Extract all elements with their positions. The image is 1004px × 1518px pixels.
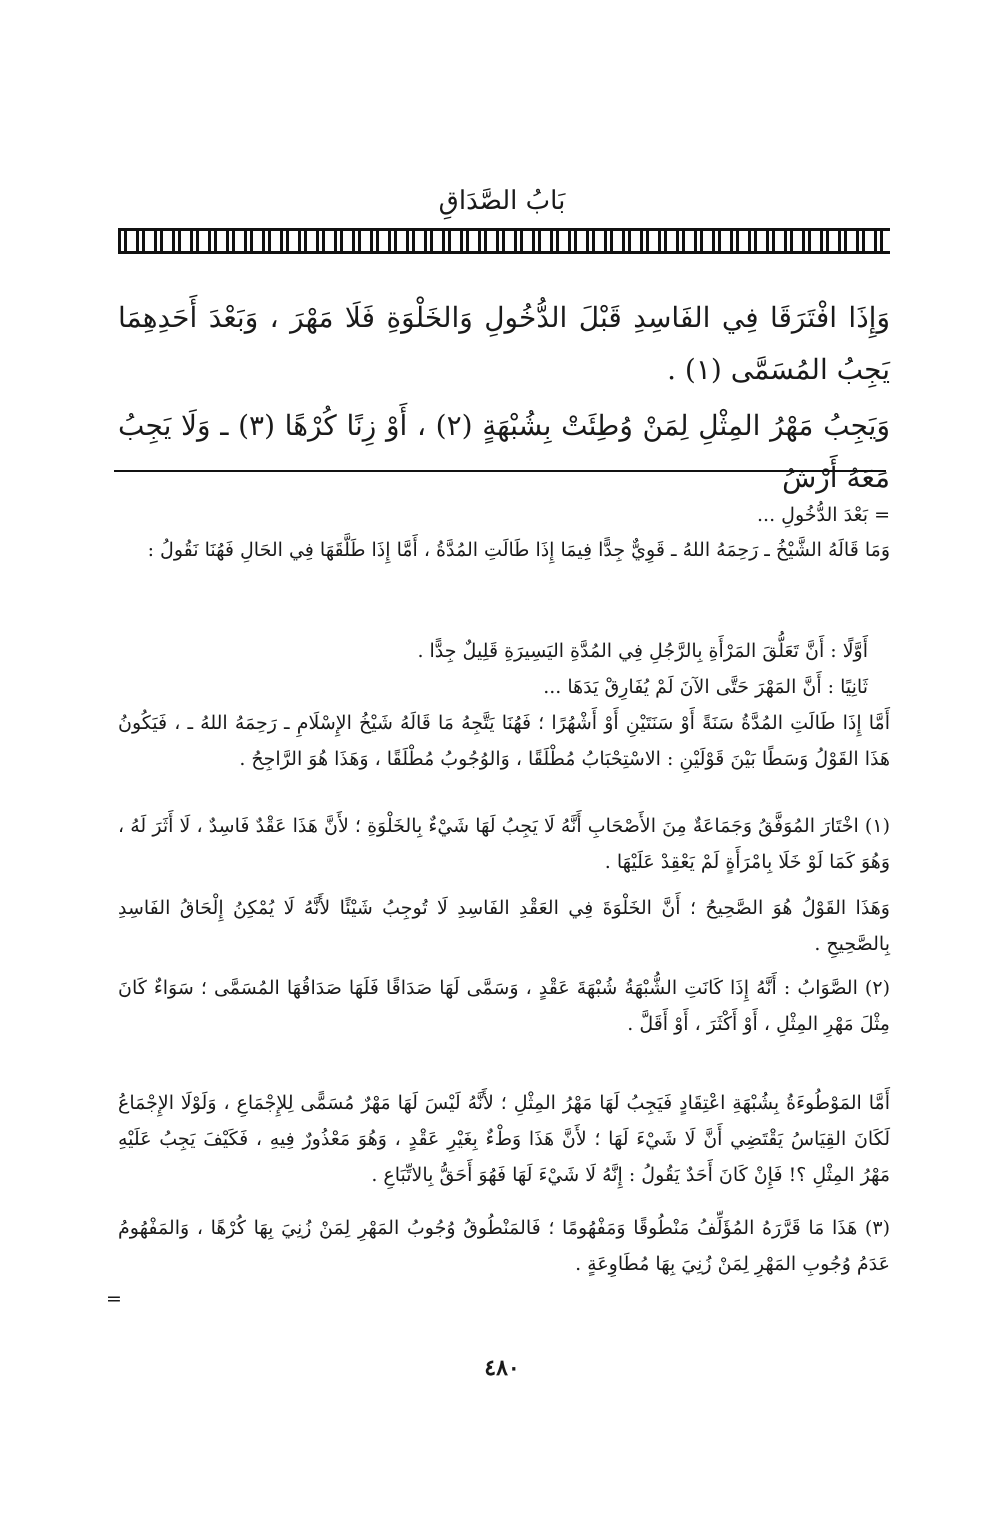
footnote-2: (٢) الصَّوَابُ : أَنَّهُ إِذَا كَانَتِ الشُّبْهَةُ شُبْهَةَ عَقْدٍ ، وَسَمَّى لَهَا صَدَاقًا فَلَهَا صَدَاقُهَا المُسَمَّى ؛ سَوَاءٌ كَانَ مِثْلَ مَهْرِ المِثْلِ ، أَوْ أَكْثَرَ ، أَوْ أَقَلَّ . bbox=[118, 977, 890, 1035]
footnote-paragraph: وَمَا قَالَهُ الشَّيْخُ ـ رَحِمَهُ اللهُ ـ قَوِيٌّ جِدًّا فِيمَا إِذَا طَالَتِ المُدَّةُ ، أَمَّا إِذَا طَلَّقَهَا فِي الحَالِ فَهُنَا نَقُولُ : bbox=[147, 539, 890, 561]
footnote-separator bbox=[114, 470, 886, 472]
page-number: ٤٨٠ bbox=[484, 1355, 520, 1381]
decorative-border bbox=[118, 228, 890, 254]
footnote-paragraph: وَهَذَا القَوْلُ هُوَ الصَّحِيحُ ؛ أَنَّ الخَلْوَةَ فِي العَقْدِ الفَاسِدِ لَا تُوجِبُ شَيْئًا لأَنَّهُ لَا يُمْكِنُ إِلْحَاقُ الفَاسِدِ بِالصَّحِيحِ . bbox=[118, 897, 890, 955]
footnote-point-1: أَوَّلًا : أَنَّ تَعَلُّقَ المَرْأَةِ بِالرَّجُلِ فِي المُدَّةِ اليَسِيرَةِ قَلِيلٌ جِدًّا . bbox=[417, 640, 868, 662]
main-paragraph-1: وَإِذَا افْتَرَقَا فِي الفَاسِدِ قَبْلَ الدُّخُولِ وَالخَلْوَةِ فَلَا مَهْرَ ، وَبَعْدَ أَحَدِهِمَا يَجِبُ المُسَمَّى (١) . bbox=[118, 301, 890, 386]
footnote-1: (١) اخْتَارَ المُوَفَّقُ وَجَمَاعَةٌ مِنَ الأَصْحَابِ أَنَّهُ لَا يَجِبُ لَهَا شَيْءٌ بِالخَلْوَةِ ؛ لأَنَّ هَذَا عَقْدٌ فَاسِدٌ ، لَا أَثَرَ لَهُ ، وَهُوَ كَمَا لَوْ خَلَا بِامْرَأَةٍ لَمْ يَعْقِدْ عَلَيْهَا . bbox=[118, 815, 890, 873]
continuation-mark: = bbox=[106, 1288, 122, 1310]
footnote-3: (٣) هَذَا مَا قَرَّرَهُ المُؤَلِّفُ مَنْطُوقًا وَمَفْهُومًا ؛ فَالمَنْطُوقُ وُجُوبُ المَهْرِ لِمَنْ زُنِيَ بِهَا كُرْهًا ، وَالمَفْهُومُ عَدَمُ وُجُوبِ المَهْرِ لِمَنْ زُنِيَ بِهَا مُطَاوِعَةٍ . bbox=[118, 1217, 890, 1275]
chapter-title: بَابُ الصَّدَاقِ bbox=[438, 186, 566, 216]
footnote-paragraph: أَمَّا المَوْطُوءَةُ بِشُبْهَةِ اعْتِقَادٍ فَيَجِبُ لَهَا مَهْرُ المِثْلِ ؛ لأَنَّهُ لَيْسَ لَهَا مَهْرٌ مُسَمًّى لِلإِجْمَاعِ ، وَلَوْلَا الإِجْمَاعُ لَكَانَ القِيَاسُ يَقْتَضِي أَنَّ لَا شَيْءَ لَهَا ؛ لأَنَّ هَذَا وَطْءٌ بِغَيْرِ عَقْدٍ ، وَهُوَ مَعْذُورٌ فِيهِ ، فَكَيْفَ يَجِبُ عَلَيْهِ مَهْرُ المِثْلِ ؟! فَإِنْ كَانَ أَحَدٌ يَقُولُ : إِنَّهُ لَا شَيْءَ لَهَا فَهُوَ أَحَقُّ بِالاتِّبَاعِ . bbox=[118, 1092, 890, 1186]
footnote-continuation: = بَعْدَ الدُّخُولِ ... bbox=[757, 504, 890, 526]
footnote-paragraph: أَمَّا إِذَا طَالَتِ المُدَّةُ سَنَةً أَوْ سَنَتَيْنِ أَوْ أَشْهُرًا ؛ فَهُنَا يَتَّجِهُ مَا قَالَهُ شَيْخُ الإِسْلَامِ ـ رَحِمَهُ اللهُ ـ ، فَيَكُونُ هَذَا القَوْلُ وَسَطًا بَيْنَ قَوْلَيْنِ : الاسْتِحْبَابُ مُطْلَقًا ، وَالوُجُوبُ مُطْلَقًا ، وَهَذَا هُوَ الرَّاجِحُ . bbox=[118, 712, 890, 770]
main-paragraph-2: وَيَجِبُ مَهْرُ المِثْلِ لِمَنْ وُطِئَتْ بِشُبْهَةٍ (٢) ، أَوْ زِنًا كُرْهًا (٣) ـ وَلَا يَجِبُ مَعَهُ أَرْشُ bbox=[118, 409, 890, 494]
footnote-point-2: ثَانِيًا : أَنَّ المَهْرَ حَتَّى الآنَ لَمْ يُفَارِقْ يَدَهَا ... bbox=[543, 676, 868, 698]
